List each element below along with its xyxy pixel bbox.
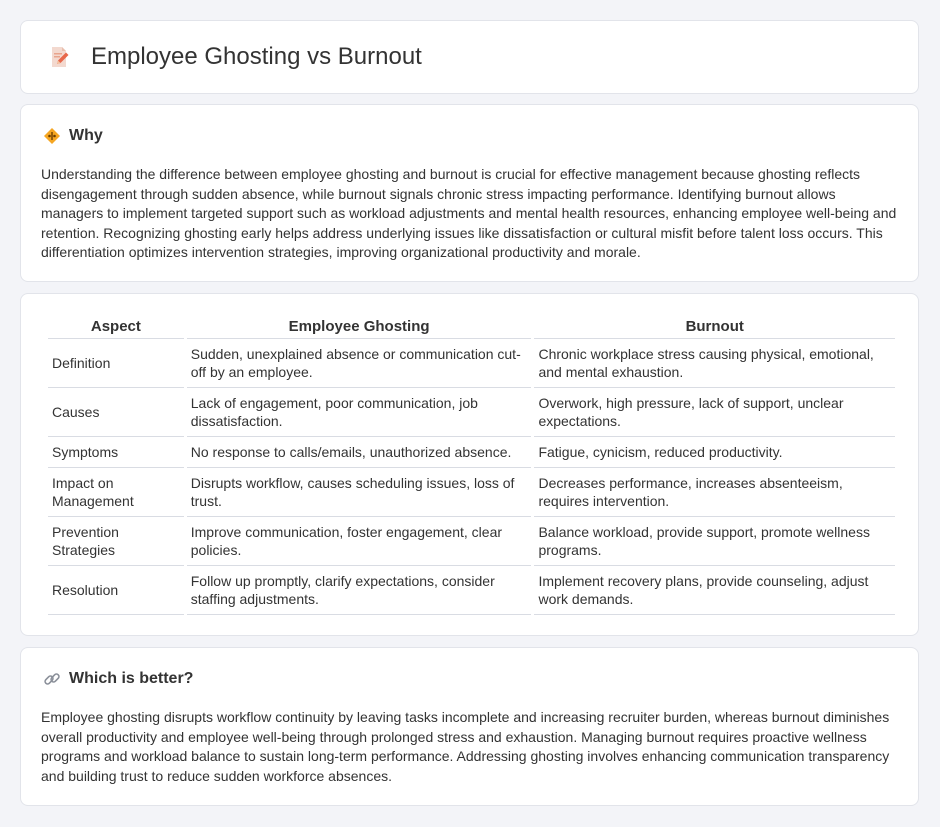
diamond-sign-icon [43,127,61,145]
row-burnout: Fatigue, cynicism, reduced productivity. [534,437,895,468]
why-card [20,104,919,282]
link-icon [43,670,61,688]
header-burnout: Burnout [534,316,895,339]
why-paragraph: Understanding the difference between employee ghosting and burnout is crucial for effective management because ghosting reflects disengagement through sudden absence, while burnout signals chronic stress impacting performance. Identifying burnout allows managers to implement targeted support such as workload adjustments and mental health resources, enhancing employee well-being and retention. Recognizing ghosting early helps address underlying issues like dissatisfaction or cultural misfit before talent loss occurs. This differentiation optimizes intervention strategies, improving organizational productivity and morale. [41,166,897,260]
title-card [20,20,919,94]
which-better-title: Which is better? [69,670,194,687]
row-burnout: Decreases performance, increases absenteeism, requires intervention. [534,468,895,517]
row-ghosting: No response to calls/emails, unauthorized absence. [187,437,532,468]
comparison-table [45,316,898,615]
table-row [48,388,895,437]
row-aspect: Causes [48,388,184,437]
table-row [48,468,895,517]
which-better-card [20,647,919,806]
table-row [48,437,895,468]
row-aspect: Resolution [48,566,184,615]
row-aspect: Impact on Management [48,468,184,517]
why-title: Why [69,127,103,144]
document-pencil-icon [47,45,71,69]
row-aspect: Prevention Strategies [48,517,184,566]
row-burnout: Balance workload, provide support, promote wellness programs. [534,517,895,566]
row-ghosting: Disrupts workflow, causes scheduling issues, loss of trust. [187,468,532,517]
table-row [48,517,895,566]
header-employee-ghosting: Employee Ghosting [187,316,532,339]
table-row [48,339,895,388]
table-header-row [48,316,895,339]
page-title: Employee Ghosting vs Burnout [91,43,422,70]
table-row [48,566,895,615]
row-burnout: Chronic workplace stress causing physical, emotional, and mental exhaustion. [534,339,895,388]
row-ghosting: Follow up promptly, clarify expectations, consider staffing adjustments. [187,566,532,615]
row-burnout: Implement recovery plans, provide counseling, adjust work demands. [534,566,895,615]
row-ghosting: Lack of engagement, poor communication, job dissatisfaction. [187,388,532,437]
which-better-heading [43,670,193,688]
row-aspect: Definition [48,339,184,388]
row-burnout: Overwork, high pressure, lack of support, unclear expectations. [534,388,895,437]
row-ghosting: Sudden, unexplained absence or communication cut-off by an employee. [187,339,532,388]
row-aspect: Symptoms [48,437,184,468]
why-heading [43,127,103,145]
comparison-card [20,293,919,636]
header-aspect: Aspect [48,316,184,339]
which-better-paragraph: Employee ghosting disrupts workflow continuity by leaving tasks incomplete and increasing recruiter burden, whereas burnout diminishes overall productivity and employee well-being through prolonged stress and exhaustion. Managing burnout requires proactive wellness programs and workload balance to sustain long-term performance. Addressing ghosting involves enhancing communication transparency and building trust to reduce sudden workforce absences. [41,709,890,784]
row-ghosting: Improve communication, foster engagement, clear policies. [187,517,532,566]
